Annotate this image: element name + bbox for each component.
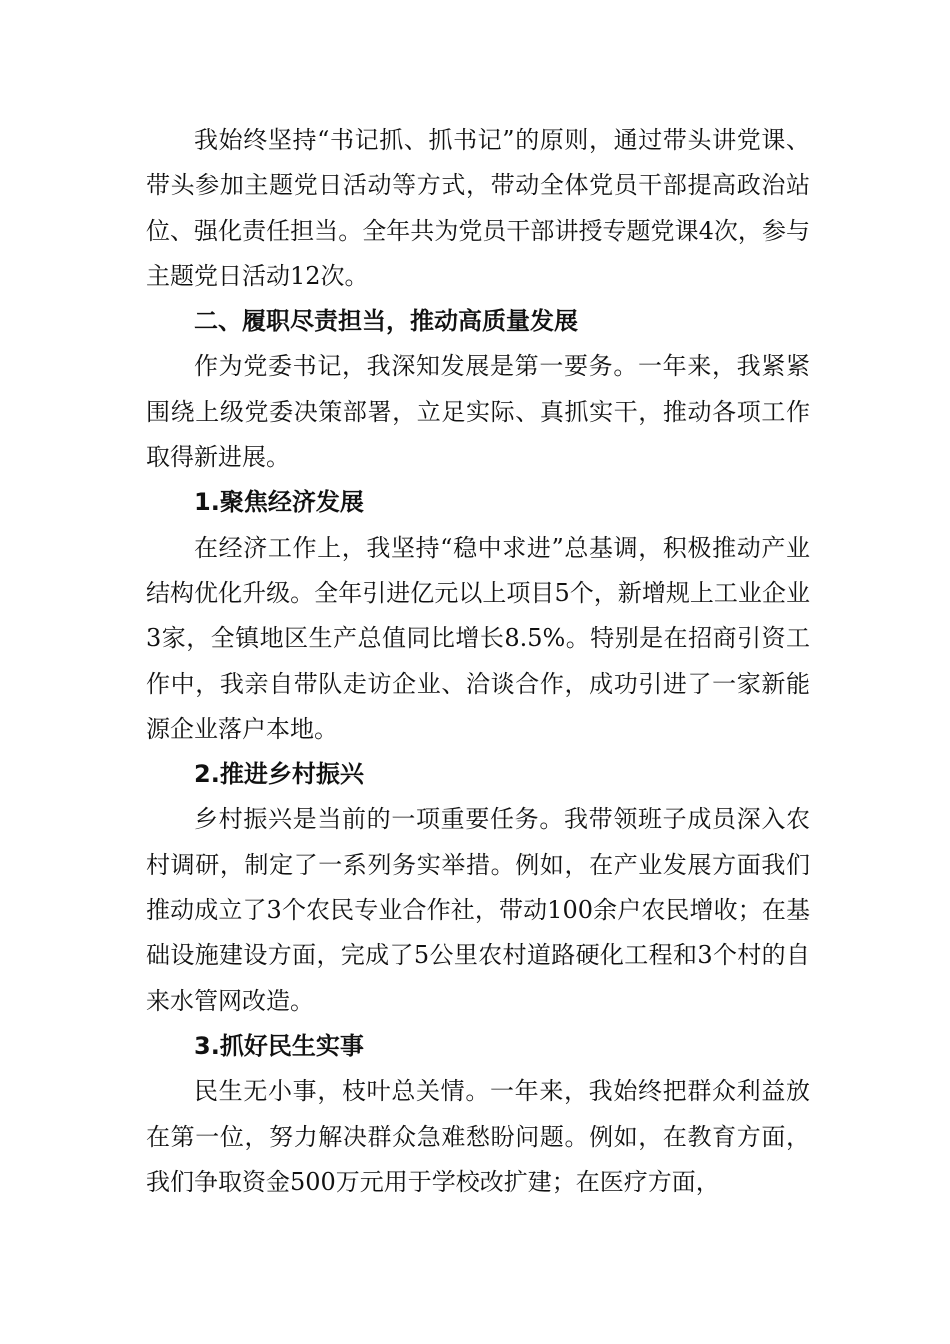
- paragraph-economy: 在经济工作上，我坚持“稳中求进”总基调，积极推动产业结构优化升级。全年引进亿元以上项目5个，新增规上工业企业3家，全镇地区生产总值同比增长8.5%。特别是在招商引资工作中，我亲自带队走访企业、洽谈合作，成功引进了一家新能源企业落户本地。: [146, 533, 810, 743]
- paragraph-party-lessons: 我始终坚持“书记抓、抓书记”的原则，通过带头讲党课、带头参加主题党日活动等方式，带动全体党员干部提高政治站位、强化责任担当。全年共为党员干部讲授专题党课4次，参与主题党日活动12次。: [146, 126, 810, 290]
- paragraph-development-intro: 作为党委书记，我深知发展是第一要务。一年来，我紧紧围绕上级党委决策部署，立足实际、真抓实干，推动各项工作取得新进展。: [146, 352, 810, 472]
- subheading-rural-revitalization: 2.推进乡村振兴: [194, 760, 364, 789]
- subheading-economy: 1.聚焦经济发展: [194, 488, 364, 517]
- section-heading-2: 二、履职尽责担当，推动高质量发展: [194, 307, 578, 336]
- paragraph-rural-revitalization: 乡村振兴是当前的一项重要任务。我带领班子成员深入农村调研，制定了一系列务实举措。例如，在产业发展方面我们推动成立了3个农民专业合作社，带动100余户农民增收；在基础设施建设方面，完成了5公里农村道路硬化工程和3个村的自来水管网改造。: [146, 805, 810, 1015]
- paragraph-livelihood: 民生无小事，枝叶总关情。一年来，我始终把群众利益放在第一位，努力解决群众急难愁盼问题。例如，在教育方面，我们争取资金500万元用于学校改扩建；在医疗方面，: [146, 1077, 810, 1196]
- document-page: [146, 118, 810, 1205]
- subheading-livelihood: 3.抓好民生实事: [194, 1031, 364, 1060]
